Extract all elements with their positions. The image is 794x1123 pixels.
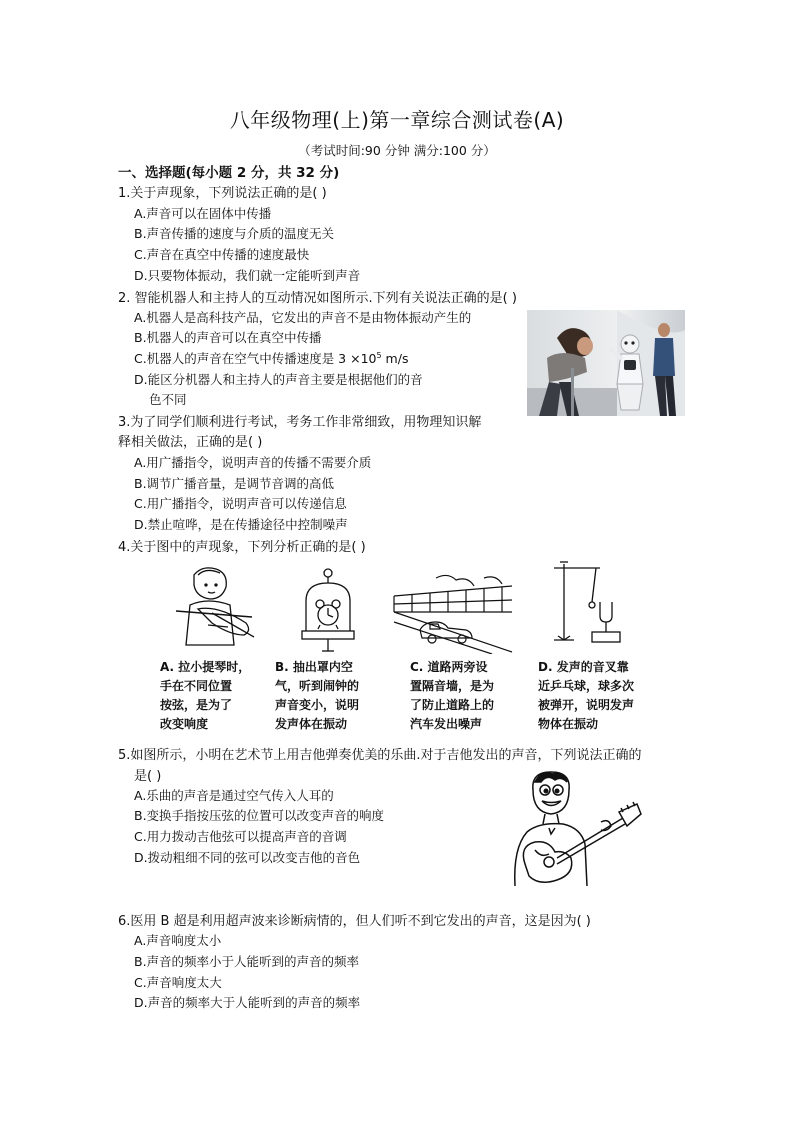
- question-1-option-b: B.声音传播的速度与介质的温度无关: [134, 226, 335, 241]
- question-2-option-c: C.机器人的声音在空气中传播速度是 $3 \times 10^5$ m/s: [134, 350, 409, 366]
- question-6-option-c: C.声音响度太大: [134, 975, 222, 990]
- question-6-option-a: A.声音响度太小: [134, 933, 222, 948]
- question-3-stem-line1: 3.为了同学们顺利进行考试，考务工作非常细致，用物理知识解: [118, 415, 482, 430]
- caption-d: D. 发声的音叉靠 近乒乓球，球多次 被弹开，说明发声 物体在振动: [538, 660, 635, 731]
- question-5-option-b: B.变换手指按压弦的位置可以改变声音的响度: [134, 808, 385, 823]
- question-2-stem: 2. 智能机器人和主持人的互动情况如图所示.下列有关说法正确的是( ): [118, 291, 517, 306]
- road-sound-barrier-figure: [392, 572, 514, 654]
- question-1-option-d: D.只要物体振动，我们就一定能听到声音: [134, 268, 361, 283]
- robot-host-photo: [527, 310, 685, 416]
- caption-b: B. 抽出罩内空 气，听到闹钟的 声音变小，说明 发声体在振动: [275, 660, 360, 731]
- caption-c: C. 道路两旁设 置隔音墙，是为 了防止道路上的 汽车发出噪声: [410, 660, 495, 731]
- question-4-stem: 4.关于图中的声现象，下列分析正确的是( ): [118, 540, 366, 555]
- question-5-option-c: C.用力拨动吉他弦可以提高声音的音调: [134, 829, 347, 844]
- question-3-option-c: C.用广播指令，说明声音可以传递信息: [134, 496, 347, 511]
- question-3-option-d: D.禁止喧哗，是在传播途径中控制噪声: [134, 517, 348, 532]
- section-heading: 一、选择题(每小题 2 分，共 32 分): [118, 165, 340, 181]
- question-5-stem-line2: 是( ): [134, 769, 162, 784]
- question-5-option-a: A.乐曲的声音是通过空气传入人耳的: [134, 788, 334, 803]
- question-3-option-a: A.用广播指令，说明声音的传播不需要介质: [134, 455, 372, 470]
- question-5-option-d: D.拨动粗细不同的弦可以改变吉他的音色: [134, 850, 361, 865]
- question-2-option-a: A.机器人是高科技产品，它发出的声音不是由物体振动产生的: [134, 310, 472, 325]
- question-5-stem-line1: 5.如图所示，小明在艺术节上用吉他弹奏优美的乐曲.对于吉他发出的声音，下列说法正确的: [118, 748, 642, 763]
- violin-player-figure: [168, 565, 260, 655]
- question-3-option-b: B.调节广播音量，是调节音调的高低: [134, 476, 335, 491]
- page-title: 八年级物理(上)第一章综合测试卷(A): [229, 108, 565, 132]
- guitar-player-figure: [505, 768, 645, 890]
- exam-info: （考试时间:90 分钟 满分:100 分）: [298, 143, 496, 158]
- question-6-option-d: D.声音的频率大于人能听到的声音的频率: [134, 995, 361, 1010]
- bell-jar-clock-figure: [298, 567, 358, 655]
- tuning-fork-figure: [550, 560, 628, 650]
- question-1-option-c: C.声音在真空中传播的速度最快: [134, 247, 310, 262]
- question-6-option-b: B.声音的频率小于人能听到的声音的频率: [134, 954, 360, 969]
- question-2-option-d-cont: 色不同: [149, 392, 187, 407]
- question-6-stem: 6.医用 B 超是利用超声波来诊断病情的，但人们听不到它发出的声音，这是因为( ): [118, 914, 591, 929]
- caption-a: A. 拉小提琴时， 手在不同位置 按弦，是为了 改变响度: [160, 660, 251, 731]
- question-2-option-b: B.机器人的声音可以在真空中传播: [134, 330, 322, 345]
- question-3-stem-line2: 释相关做法，正确的是( ): [118, 435, 263, 450]
- question-1-option-a: A.声音可以在固体中传播: [134, 206, 272, 221]
- question-1-stem: 1.关于声现象，下列说法正确的是( ): [118, 186, 327, 201]
- question-2-option-d: D.能区分机器人和主持人的声音主要是根据他们的音: [134, 372, 423, 387]
